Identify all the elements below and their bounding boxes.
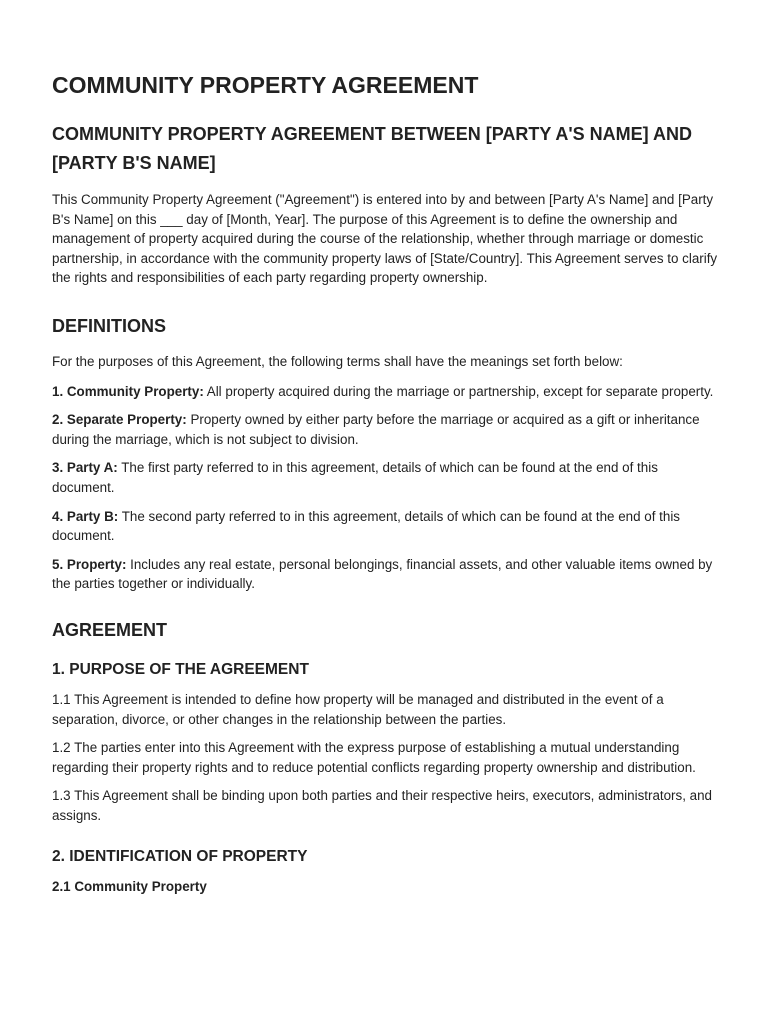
- definition-term: 2. Separate Property:: [52, 412, 187, 428]
- subsection-2-1-heading: 2.1 Community Property: [52, 879, 207, 895]
- definition-term: 4. Party B:: [52, 508, 119, 524]
- document-title: COMMUNITY PROPERTY AGREEMENT: [52, 72, 479, 98]
- definition-term: 5. Property:: [52, 556, 127, 572]
- definition-term: 1. Community Property:: [52, 383, 204, 399]
- definition-text: The second party referred to in this agreement, details of which can be found at the end of this document.: [52, 508, 680, 544]
- definition-item: [52, 410, 718, 449]
- section-1-heading: 1. PURPOSE OF THE AGREEMENT: [52, 660, 309, 678]
- clause-1-2: 1.2 The parties enter into this Agreement with the express purpose of establishing a mutual understanding regarding their property rights and to reduce potential conflicts regarding property ownership and distribution.: [52, 740, 696, 775]
- clause-1-1: 1.1 This Agreement is intended to define how property will be managed and distributed in the event of a separation, divorce, or other changes in the relationship between the parties.: [52, 691, 664, 727]
- definition-item: [52, 382, 718, 402]
- intro-paragraph: This Community Property Agreement ("Agreement") is entered into by and between [Party A's Name] and [Party B's Name] on this ___ day of [Month, Year]. The purpose of this Agreement is to define the ownership and management of property acquired during the course of the relationship, whether through marriage or domestic partnership, in accordance with the community property laws of [State/Country]. This Agreement serves to clarify the rights and responsibilities of each party regarding property ownership.: [52, 192, 718, 286]
- definition-text: Property owned by either party before the marriage or acquired as a gift or inheritance during the marriage, which is not subject to division.: [52, 412, 700, 447]
- clause-1-3: 1.3 This Agreement shall be binding upon both parties and their respective heirs, executors, administrators, and assigns.: [52, 788, 712, 823]
- definitions-heading: DEFINITIONS: [52, 315, 167, 336]
- section-2-heading: 2. IDENTIFICATION OF PROPERTY: [52, 848, 308, 866]
- definitions-lead: For the purposes of this Agreement, the following terms shall have the meanings set forth below:: [52, 353, 623, 369]
- definition-text: The first party referred to in this agreement, details of which can be found at the end of this document.: [52, 460, 658, 495]
- document-subtitle: COMMUNITY PROPERTY AGREEMENT BETWEEN [PARTY A'S NAME] AND [PARTY B'S NAME]: [52, 124, 692, 173]
- definition-item: [52, 555, 718, 594]
- agreement-heading: AGREEMENT: [52, 619, 168, 640]
- definition-text: Includes any real estate, personal belongings, financial assets, and other valuable items owned by the parties together or individually.: [52, 556, 713, 592]
- definition-item: [52, 507, 718, 546]
- definition-item: [52, 458, 718, 497]
- definition-term: 3. Party A:: [52, 460, 118, 476]
- definition-text: All property acquired during the marriage or partnership, except for separate property.: [203, 383, 714, 399]
